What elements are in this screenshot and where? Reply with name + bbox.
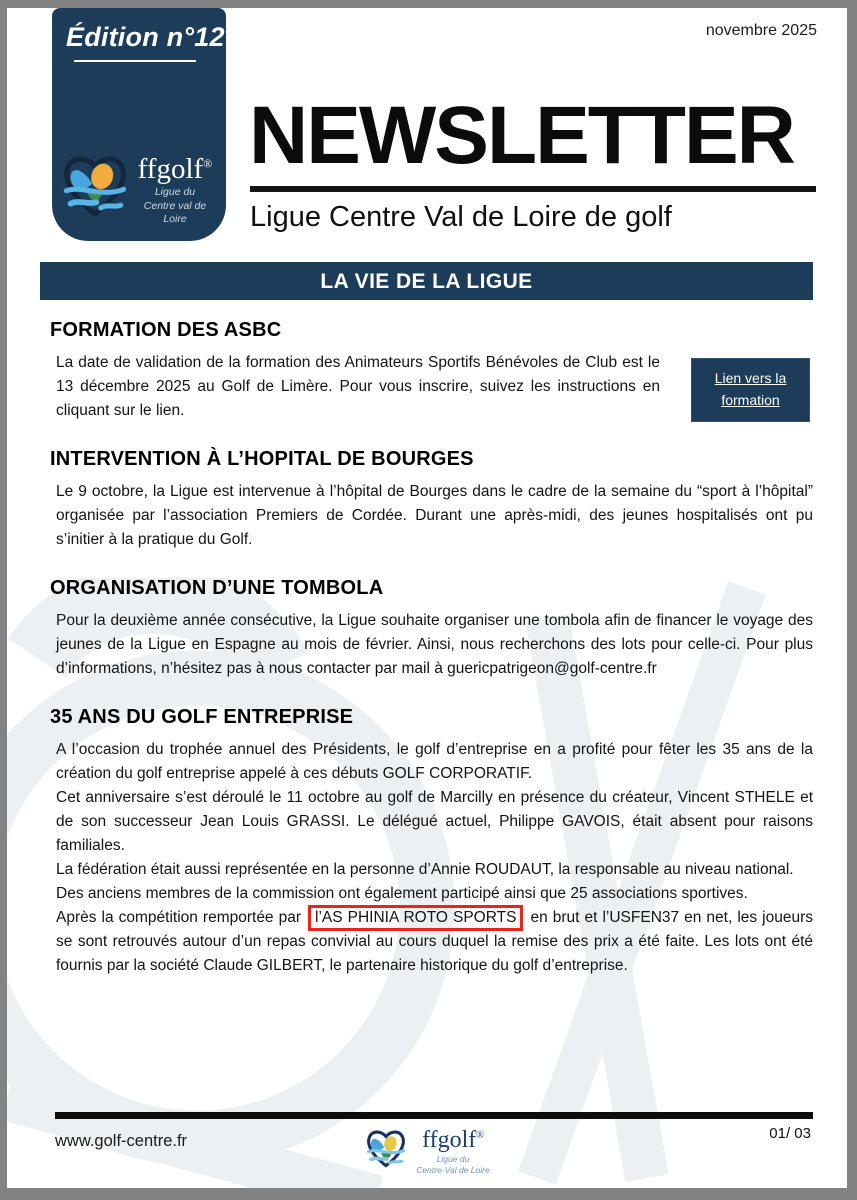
paragraph-golf-entreprise-5 <box>56 906 813 978</box>
paragraph-golf-entreprise-1: A l’occasion du trophée annuel des Présidents, le golf d’entreprise en a profité pour fêter les 35 ans de la création du golf entreprise appelé à ces débuts GOLF CORPORATIF. <box>56 741 813 782</box>
page-number: 01/ 03 <box>769 1125 811 1142</box>
final-paragraph-after: en brut et l’USFEN37 en net, les joueurs se sont retrouvés autour d’un repas convivial au cours duquel la remise des prix a été faite. Les lots ont été fournis par la société Claude GILBERT, le partenaire historique du golf d’entreprise. <box>56 909 813 974</box>
ffgolf-heart-icon <box>364 1124 408 1172</box>
footer-website-link[interactable]: www.golf-centre.fr <box>55 1132 188 1150</box>
registered-mark: ® <box>203 155 213 170</box>
newsletter-title: NEWSLETTER <box>249 90 794 181</box>
edition-label: Édition n°12 <box>66 22 225 52</box>
highlight-box: l’AS PHINIA ROTO SPORTS <box>308 905 523 931</box>
ffgolf-wordmark: ffgolf® <box>137 152 213 185</box>
ffgolf-heart-icon <box>58 152 132 218</box>
heading-formation-asbc: FORMATION DES ASBC <box>50 319 282 341</box>
paragraph-golf-entreprise-2: Cet anniversaire s’est déroulé le 11 octobre au golf de Marcilly en présence du créateur, Vincent STHELE et de son successeur Jean Louis GRASSI. Le délégué actuel, Philippe GAVOIS, était absent pour raisons familiales. <box>56 789 813 854</box>
ffgolf-wordmark: ffgolf® <box>422 1127 484 1153</box>
paragraph-intervention-hopital: Le 9 octobre, la Ligue est intervenue à l’hôpital de Bourges dans le cadre de la semaine du “sport à l’hôpital” organisée par l’association Premiers de Cordée. Durant une après-midi, des jeunes hospitalisés ont pu s’initier à la pratique du Golf. <box>56 483 813 548</box>
registered-mark: ® <box>476 1130 484 1141</box>
formation-link-button[interactable]: Lien vers la formation <box>691 358 810 422</box>
heading-tombola: ORGANISATION D’UNE TOMBOLA <box>50 577 384 599</box>
heading-35-ans-golf-entreprise: 35 ANS DU GOLF ENTREPRISE <box>50 706 354 728</box>
paragraph-formation-asbc: La date de validation de la formation des Animateurs Sportifs Bénévoles de Club est le 13 décembre 2025 au Golf de Limère. Pour vous inscrire, suivez les instructions en cliquant sur le lien. <box>56 354 660 419</box>
edition-underline <box>74 60 196 62</box>
ffgolf-logo <box>58 152 220 227</box>
heading-intervention-hopital: INTERVENTION À L’HOPITAL DE BOURGES <box>50 448 474 470</box>
section-banner: LA VIE DE LA LIGUE <box>40 262 813 300</box>
content-area <box>50 304 813 978</box>
footer-ffgolf-logo <box>7 1124 847 1176</box>
title-rule <box>250 186 816 192</box>
badge-tagline: Ligue du Centre val de Loire <box>143 186 207 226</box>
paragraph-tombola: Pour la deuxième année consécutive, la Ligue souhaite organiser une tombola afin de financer le voyage des jeunes de la Ligue en Espagne au mois de février. Ainsi, nous recherchons des lots pour celle-ci. Pour plus d’informations, n’hésitez pas à nous contacter par mail à guericpatrigeon@golf-centre.fr <box>56 612 813 677</box>
paragraph-golf-entreprise-4: Des anciens membres de la commission ont également participé ainsi que 25 associations sportives. <box>56 885 748 902</box>
edition-badge <box>52 8 226 241</box>
footer-tagline: Ligue du Centre-Val de Loire <box>416 1154 490 1176</box>
footer-rule <box>55 1112 813 1119</box>
final-paragraph-before: Après la compétition remportée par <box>56 909 307 926</box>
issue-date: novembre 2025 <box>705 22 817 39</box>
newsletter-subtitle: Ligue Centre Val de Loire de golf <box>250 201 672 233</box>
newsletter-page <box>7 8 847 1188</box>
paragraph-golf-entreprise-3: La fédération était aussi représentée en la personne d’Annie ROUDAUT, la responsable au niveau national. <box>56 861 794 878</box>
